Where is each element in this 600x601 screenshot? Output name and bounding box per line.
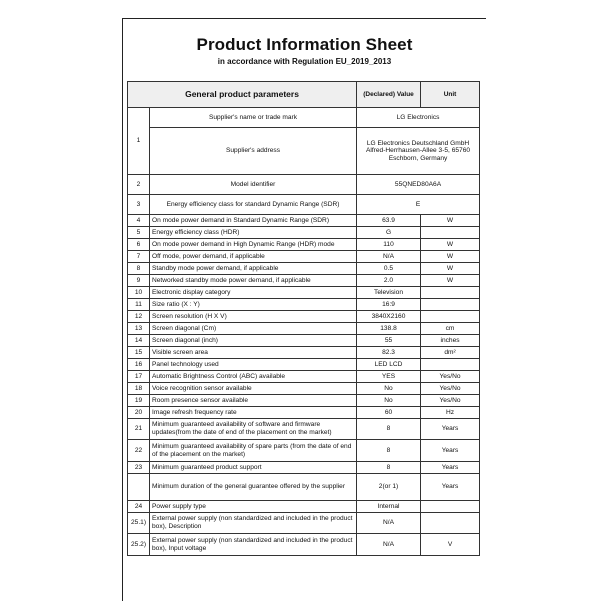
row-unit: W: [421, 215, 480, 227]
row-value: 55: [357, 335, 421, 347]
table-row: [128, 227, 480, 239]
row-unit: Yes/No: [421, 383, 480, 395]
row-value: 138.8: [357, 323, 421, 335]
row-value: Television: [357, 287, 421, 299]
row-label: Model identifier: [150, 175, 357, 195]
row-number: 19: [128, 395, 150, 407]
row-number: 10: [128, 287, 150, 299]
row-number: 12: [128, 311, 150, 323]
row-label: Image refresh frequency rate: [150, 407, 357, 419]
header-declared-value: (Declared) Value: [357, 82, 421, 108]
row-unit: [421, 227, 480, 239]
table-row: [128, 128, 480, 175]
row-value: 0.5: [357, 263, 421, 275]
row-value: LED LCD: [357, 359, 421, 371]
document-title: Product Information Sheet: [196, 35, 413, 54]
row-value: 55QNED80A6A: [357, 175, 480, 195]
row-unit: W: [421, 239, 480, 251]
row-value: N/A: [357, 534, 421, 556]
row-unit: Years: [421, 462, 480, 474]
header-general-parameters: General product parameters: [128, 82, 357, 108]
table-row: [128, 108, 480, 128]
table-row: [128, 311, 480, 323]
row-value: 2(or 1): [357, 474, 421, 501]
row-number: 25.2): [128, 534, 150, 556]
row-number: 14: [128, 335, 150, 347]
row-value: 16:9: [357, 299, 421, 311]
row-unit: Yes/No: [421, 371, 480, 383]
row-number: 2: [128, 175, 150, 195]
row-value: Internal: [357, 501, 421, 513]
row-label: Power supply type: [150, 501, 357, 513]
row-number: 17: [128, 371, 150, 383]
row-label: Screen diagonal (Cm): [150, 323, 357, 335]
row-value: LG Electronics Deutschland GmbH Alfred-Herrhausen-Allee 3-5, 65760 Eschborn, Germany: [357, 128, 480, 175]
row-label: Screen diagonal (inch): [150, 335, 357, 347]
product-information-sheet: [122, 18, 486, 601]
row-label: On mode power demand in Standard Dynamic Range (SDR): [150, 215, 357, 227]
row-unit: Yes/No: [421, 395, 480, 407]
row-value: G: [357, 227, 421, 239]
table-row: [128, 275, 480, 287]
row-number: 9: [128, 275, 150, 287]
row-unit: W: [421, 263, 480, 275]
row-value: N/A: [357, 513, 421, 534]
row-value: No: [357, 383, 421, 395]
row-number: [128, 474, 150, 501]
row-label: Minimum guaranteed availability of spare parts (from the date of end of the placement on the market): [150, 440, 357, 462]
row-unit: Hz: [421, 407, 480, 419]
row-number: 3: [128, 195, 150, 215]
table-row: [128, 299, 480, 311]
table-row: [128, 513, 480, 534]
row-label: Networked standby mode power demand, if applicable: [150, 275, 357, 287]
row-label: Supplier's address: [150, 128, 357, 175]
row-number: 7: [128, 251, 150, 263]
row-value: 60: [357, 407, 421, 419]
table-header-row: [128, 82, 480, 108]
row-label: External power supply (non standardized and included in the product box), Input voltage: [150, 534, 357, 556]
row-number: 5: [128, 227, 150, 239]
row-number: 16: [128, 359, 150, 371]
row-label: Standby mode power demand, if applicable: [150, 263, 357, 275]
row-unit: [421, 311, 480, 323]
row-label: Electronic display category: [150, 287, 357, 299]
row-unit: W: [421, 275, 480, 287]
row-label: Energy efficiency class (HDR): [150, 227, 357, 239]
row-value: 8: [357, 462, 421, 474]
row-unit: Years: [421, 419, 480, 440]
table-row: [128, 251, 480, 263]
row-label: Minimum guaranteed product support: [150, 462, 357, 474]
row-number: 22: [128, 440, 150, 462]
table-row: [128, 239, 480, 251]
row-unit: [421, 501, 480, 513]
row-label: Supplier's name or trade mark: [150, 108, 357, 128]
table-row: [128, 323, 480, 335]
row-value: 110: [357, 239, 421, 251]
row-unit: Years: [421, 440, 480, 462]
product-parameters-table: [127, 81, 480, 556]
row-unit: Years: [421, 474, 480, 501]
table-row: [128, 462, 480, 474]
row-label: Size ratio (X : Y): [150, 299, 357, 311]
row-value: 82.3: [357, 347, 421, 359]
row-unit: cm: [421, 323, 480, 335]
table-row: [128, 215, 480, 227]
table-row: [128, 440, 480, 462]
table-row: [128, 263, 480, 275]
row-unit: [421, 299, 480, 311]
row-label: Visible screen area: [150, 347, 357, 359]
row-label: Voice recognition sensor available: [150, 383, 357, 395]
row-label: Panel technology used: [150, 359, 357, 371]
row-value: LG Electronics: [357, 108, 480, 128]
row-value: 8: [357, 419, 421, 440]
table-row: [128, 383, 480, 395]
table-row: [128, 501, 480, 513]
row-number: 18: [128, 383, 150, 395]
table-row: [128, 347, 480, 359]
row-number: 8: [128, 263, 150, 275]
table-row: [128, 175, 480, 195]
row-value: YES: [357, 371, 421, 383]
table-row: [128, 335, 480, 347]
row-value: No: [357, 395, 421, 407]
row-value: E: [357, 195, 480, 215]
table-row: [128, 419, 480, 440]
table-row: [128, 195, 480, 215]
row-unit: [421, 359, 480, 371]
table-row: [128, 407, 480, 419]
row-label: Energy efficiency class for standard Dynamic Range (SDR): [150, 195, 357, 215]
row-number: 4: [128, 215, 150, 227]
row-number: 24: [128, 501, 150, 513]
row-label: External power supply (non standardized and included in the product box), Description: [150, 513, 357, 534]
row-label: Minimum duration of the general guarantee offered by the supplier: [150, 474, 357, 501]
row-unit: inches: [421, 335, 480, 347]
row-value: 2.0: [357, 275, 421, 287]
row-number: 11: [128, 299, 150, 311]
row-unit: [421, 513, 480, 534]
row-value: 63.9: [357, 215, 421, 227]
document-subtitle: in accordance with Regulation EU_2019_2013: [217, 57, 392, 66]
row-label: Minimum guaranteed availability of software and firmware updates(from the date of end of the placement on the market): [150, 419, 357, 440]
row-number: 15: [128, 347, 150, 359]
row-number: 1: [128, 108, 150, 175]
row-value: N/A: [357, 251, 421, 263]
row-number: 25.1): [128, 513, 150, 534]
table-row: [128, 287, 480, 299]
row-label: On mode power demand in High Dynamic Range (HDR) mode: [150, 239, 357, 251]
table-row: [128, 359, 480, 371]
row-number: 23: [128, 462, 150, 474]
row-value: 8: [357, 440, 421, 462]
row-number: 20: [128, 407, 150, 419]
table-row: [128, 534, 480, 556]
row-number: 21: [128, 419, 150, 440]
row-unit: dm²: [421, 347, 480, 359]
table-row: [128, 474, 480, 501]
table-row: [128, 371, 480, 383]
header-unit: Unit: [421, 82, 480, 108]
row-label: Room presence sensor available: [150, 395, 357, 407]
row-label: Screen resolution (H X V): [150, 311, 357, 323]
row-number: 13: [128, 323, 150, 335]
row-unit: V: [421, 534, 480, 556]
row-number: 6: [128, 239, 150, 251]
row-unit: [421, 287, 480, 299]
row-label: Automatic Brightness Control (ABC) available: [150, 371, 357, 383]
table-row: [128, 395, 480, 407]
row-unit: W: [421, 251, 480, 263]
row-value: 3840X2160: [357, 311, 421, 323]
row-label: Off mode, power demand, if applicable: [150, 251, 357, 263]
